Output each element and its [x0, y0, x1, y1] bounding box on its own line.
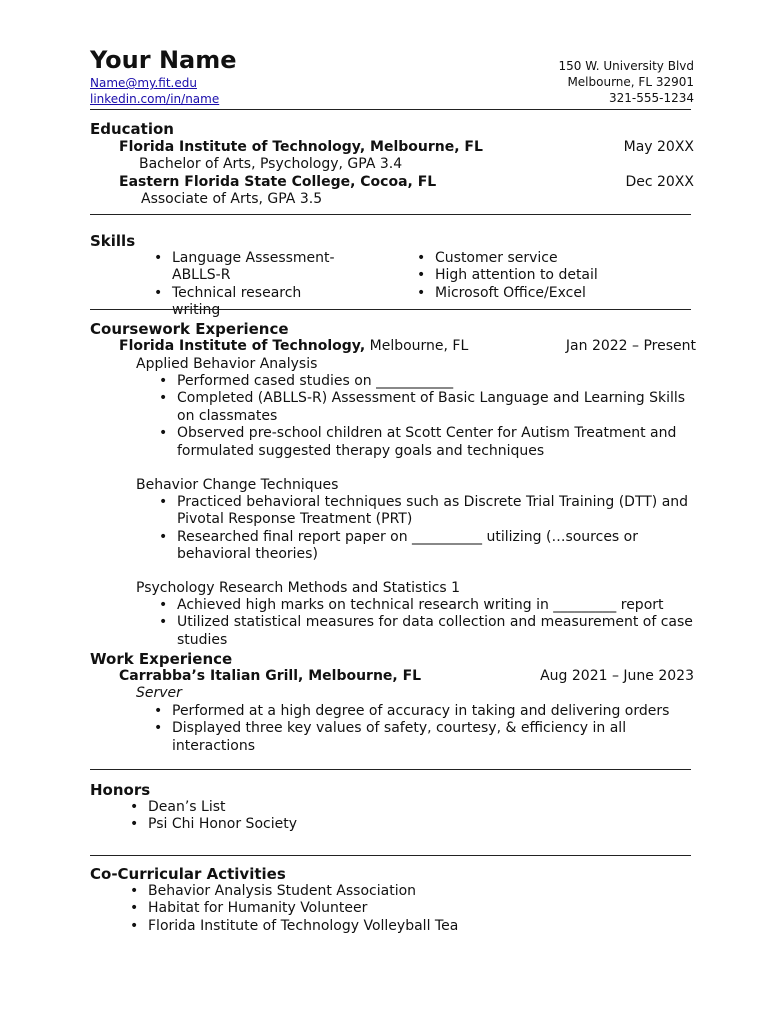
- work-bullets: [150, 703, 690, 755]
- work-role: Server: [136, 685, 182, 701]
- list-item: • Technical research writing: [150, 285, 350, 320]
- list-item: • Florida Institute of Technology Volleyball Tea: [126, 918, 546, 935]
- course-bullets-1: [155, 373, 695, 460]
- address-line2: Melbourne, FL 32901: [567, 75, 694, 89]
- list-item: • Performed cased studies on ___________: [155, 373, 695, 390]
- coursework-location: Melbourne, FL: [365, 338, 469, 354]
- skills-heading: Skills: [90, 232, 136, 250]
- contact-address: [559, 58, 694, 106]
- list-item: • Achieved high marks on technical research writing in _________ report: [155, 597, 700, 614]
- address-line1: 150 W. University Blvd: [558, 59, 694, 73]
- list-item: • Practiced behavioral techniques such as Discrete Trial Training (DTT) and Pivotal Response Treatment (PRT): [155, 494, 700, 529]
- list-item: • Dean’s List: [126, 799, 526, 816]
- education-degree-1: Bachelor of Arts, Psychology, GPA 3.4: [139, 156, 403, 172]
- course-bullets-3: [155, 597, 700, 649]
- education-date-1: May 20XX: [623, 139, 694, 155]
- course-name-1: Applied Behavior Analysis: [136, 356, 318, 372]
- education-degree-2: Associate of Arts, GPA 3.5: [141, 191, 323, 207]
- list-item: • Utilized statistical measures for data collection and measurement of case studies: [155, 614, 700, 649]
- list-item: • Language Assessment- ABLLS-R: [150, 250, 350, 285]
- list-item: • Psi Chi Honor Society: [126, 816, 526, 833]
- activities-list: [126, 883, 546, 935]
- course-bullets-2: [155, 494, 700, 564]
- divider: [90, 109, 691, 110]
- email-link[interactable]: Name@my.fit.edu: [90, 76, 197, 90]
- work-org: Carrabba’s Italian Grill, Melbourne, FL: [119, 668, 422, 684]
- list-item: • Behavior Analysis Student Association: [126, 883, 546, 900]
- course-name-3: Psychology Research Methods and Statistics 1: [136, 580, 461, 596]
- list-item: • Performed at a high degree of accuracy in taking and delivering orders: [150, 703, 690, 720]
- list-item: • Researched final report paper on __________ utilizing (…sources or behavioral theories): [155, 529, 700, 564]
- coursework-org: Florida Institute of Technology,: [119, 338, 366, 354]
- divider: [90, 855, 691, 856]
- linkedin-link[interactable]: linkedin.com/in/name: [90, 92, 220, 106]
- education-heading: Education: [90, 120, 174, 138]
- list-item: • Habitat for Humanity Volunteer: [126, 900, 546, 917]
- candidate-name: Your Name: [90, 46, 237, 74]
- divider: [90, 214, 691, 215]
- education-school-1: Florida Institute of Technology, Melbourne, FL: [119, 139, 483, 155]
- honors-list: [126, 799, 526, 834]
- education-date-2: Dec 20XX: [625, 174, 694, 190]
- list-item: • Displayed three key values of safety, courtesy, & efficiency in all interactions: [150, 720, 690, 755]
- work-date: Aug 2021 – June 2023: [540, 668, 694, 684]
- coursework-date: Jan 2022 – Present: [565, 338, 696, 354]
- coursework-org-line: [119, 338, 468, 354]
- skills-list-right: [413, 250, 673, 302]
- list-item: • Microsoft Office/Excel: [413, 285, 673, 302]
- list-item: • Customer service: [413, 250, 673, 267]
- phone-number: 321-555-1234: [608, 91, 694, 105]
- divider: [90, 309, 691, 310]
- work-heading: Work Experience: [90, 650, 233, 668]
- contact-links: [90, 75, 219, 107]
- divider: [90, 769, 691, 770]
- honors-heading: Honors: [90, 781, 151, 799]
- list-item: • High attention to detail: [413, 267, 673, 284]
- coursework-heading: Coursework Experience: [90, 320, 289, 338]
- activities-heading: Co-Curricular Activities: [90, 865, 286, 883]
- course-name-2: Behavior Change Techniques: [136, 477, 339, 493]
- list-item: • Observed pre-school children at Scott Center for Autism Treatment and formulated suggested therapy goals and techniques: [155, 425, 695, 460]
- list-item: • Completed (ABLLS-R) Assessment of Basic Language and Learning Skills on classmates: [155, 390, 695, 425]
- education-school-2: Eastern Florida State College, Cocoa, FL: [119, 174, 437, 190]
